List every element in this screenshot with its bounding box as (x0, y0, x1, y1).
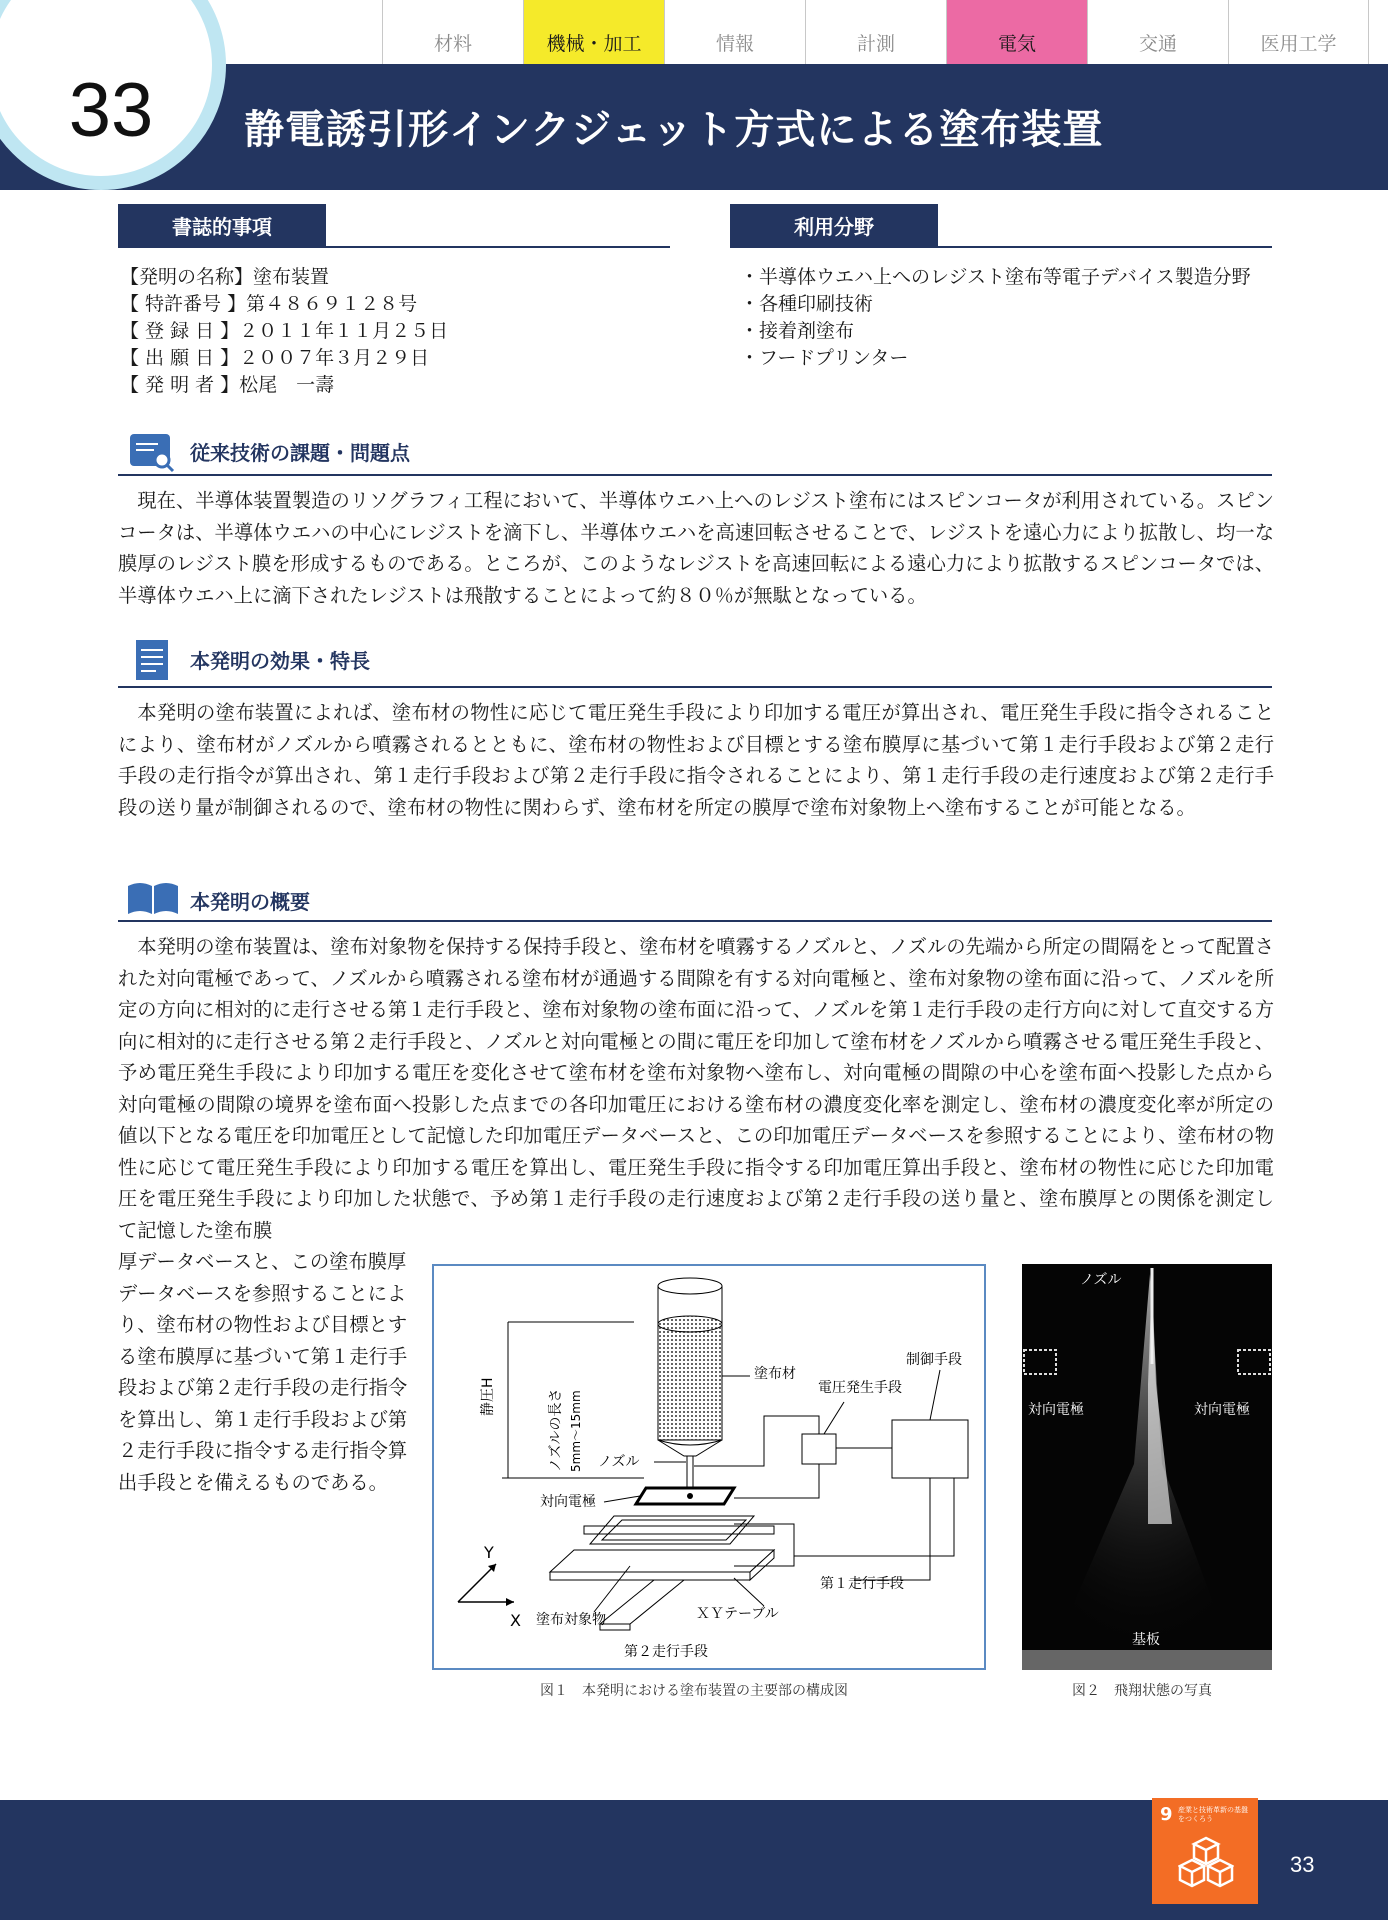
uses-item: ・各種印刷技術 (740, 293, 874, 315)
label-second-drive: 第２走行手段 (624, 1644, 708, 1660)
figure-1-caption: 図１ 本発明における塗布装置の主要部の構成図 (540, 1683, 848, 1699)
section-text-overview (118, 931, 1274, 1246)
uses-item: ・接着剤塗布 (740, 320, 855, 342)
paragraph: 本発明の塗布装置によれば、塗布材の物性に応じて電圧発生手段により印加する電圧が算出され、電圧発生手段に指令されることにより、塗布材がノズルから噴霧されるとともに、塗布材の物性および目標とする塗布膜厚に基づいて第１走行手段および第２走行手段の走行指令が算出され、第１走行手段および第２走行手段に指令されることにより、第１走行手段の走行速度および第２走行手段の送り量が制御されるので、塗布材の物性に関わらず、塗布材を所定の膜厚で塗布対象物上へ塗布することが可能となる。 (118, 701, 1274, 819)
cubes-icon (1178, 1834, 1234, 1890)
photo-label-substrate: 基板 (1132, 1632, 1160, 1648)
section-rule (118, 474, 1272, 476)
photo-label-right-electrode: 対向電極 (1194, 1402, 1250, 1418)
section-heading-overview: 本発明の概要 (190, 890, 310, 914)
page-number: 33 (1290, 1852, 1315, 1877)
sdg-number: 9 (1160, 1804, 1173, 1825)
section-heading-effects: 本発明の効果・特長 (190, 649, 370, 673)
page-title: 静電誘引形インクジェット方式による塗布装置 (244, 107, 1104, 153)
label-electrode: 対向電極 (540, 1494, 596, 1510)
section-heading-problem: 従来技術の課題・問題点 (190, 441, 410, 465)
biblio-line: 【発明の名称】塗布装置 (120, 266, 330, 288)
uses-item: ・半導体ウエハ上へのレジスト塗布等電子デバイス製造分野 (740, 266, 1251, 288)
sdg-badge (1152, 1798, 1258, 1904)
biblio-line: 【 特許番号 】第４８６９１２８号 (120, 293, 418, 315)
sdg-text: 産業と技術革新の基盤をつくろう (1178, 1806, 1248, 1823)
label-nozzle: ノズル (598, 1454, 640, 1470)
paragraph: 現在、半導体装置製造のリソグラフィ工程において、半導体ウエハ上へのレジスト塗布にはスピンコータが利用されている。スピンコータは、半導体ウエハの中心にレジストを滴下し、半導体ウエハを高速回転させることで、レジストを遠心力により拡散し、均一な膜厚のレジスト膜を形成するものである。ところが、このようなレジストを高速回転による遠心力により拡散するスピンコータでは、半導体ウエハ上に滴下されたレジストは飛散することによって約８０％が無駄となっている。 (118, 489, 1274, 607)
document-icon (134, 638, 170, 682)
tab-information: 情報 (664, 0, 805, 64)
section-text-problem (118, 485, 1274, 611)
figure-2-caption: 図２ 飛翔状態の写真 (1072, 1683, 1212, 1699)
entry-number: 33 (68, 67, 154, 153)
biblio-line: 【 発 明 者 】松尾 一壽 (120, 374, 335, 396)
tab-materials: 材料 (382, 0, 523, 64)
uses-rule (730, 246, 1272, 248)
label-control: 制御手段 (906, 1352, 962, 1368)
photo-label-nozzle: ノズル (1080, 1272, 1122, 1288)
section-rule (118, 686, 1272, 688)
label-coating: 塗布材 (754, 1366, 796, 1382)
overview-text-continued: 厚データベースと、この塗布膜厚データベースを参照することにより、塗布材の物性および目標とする塗布膜厚に基づいて第１走行手段および第２走行手段の走行指令を算出し、第１走行手段および第２走行手段に指令する走行指令算出手段とを備えるものである。 (118, 1250, 408, 1494)
uses-heading: 利用分野 (730, 204, 938, 246)
tab-electric: 電気 (946, 0, 1087, 64)
biblio-line: 【 出 願 日 】２００７年３月２９日 (120, 347, 430, 369)
figure-2-photo (1022, 1264, 1272, 1670)
category-tabs (382, 0, 1369, 64)
label-xy-table: ＸＹテーブル (696, 1606, 779, 1622)
uses-list (740, 264, 1270, 372)
biblio-list (120, 264, 448, 399)
paragraph: 本発明の塗布装置は、塗布対象物を保持する保持手段と、塗布材を噴霧するノズルと、ノズルの先端から所定の間隔をとって配置された対向電極であって、ノズルから噴霧される塗布材が通過する間隙を有する対向電極と、塗布対象物の塗布面に沿って、ノズルを所定の方向に相対的に走行させる第１走行手段と、塗布対象物の塗布面に沿って、ノズルを第１走行手段の走行方向に対して直交する方向に相対的に走行させる第２走行手段と、ノズルと対向電極との間に電圧を印加して塗布材をノズルから噴霧させる電圧発生手段と、予め電圧発生手段により印加する電圧を変化させて塗布材を塗布対象物へ塗布し、対向電極の間隙の中心を塗布面へ投影した点から対向電極の間隙の境界を塗布面へ投影した点までの各印加電圧における塗布材の濃度変化率を測定し、塗布材の濃度変化率が所定の値以下となる電圧を印加電圧として記憶した印加電圧データベースと、この印加電圧データベースを参照することにより、塗布材の物性に応じて電圧発生手段により印加する電圧を算出し、電圧発生手段に指令する印加電圧算出手段と、塗布材の物性に応じた印加電圧を電圧発生手段により印加した状態で、予め第１走行手段の走行速度および第２走行手段の送り量と、塗布膜厚との関係を測定して記憶した塗布膜 (118, 935, 1274, 1242)
magnifier-document-icon (128, 430, 176, 474)
biblio-line: 【 登 録 日 】２０１１年１１月２５日 (120, 320, 449, 342)
tab-mechanical: 機械・加工 (523, 0, 664, 64)
tab-medical: 医用工学 (1228, 0, 1369, 64)
label-height: 静圧H (480, 1377, 496, 1416)
section-rule (118, 920, 1272, 922)
photo-label-left-electrode: 対向電極 (1028, 1402, 1084, 1418)
section-text-effects (118, 697, 1274, 823)
label-target: 塗布対象物 (536, 1612, 606, 1628)
open-book-icon (126, 880, 180, 916)
label-first-drive: 第１走行手段 (820, 1576, 904, 1592)
figure-1-diagram (432, 1264, 986, 1670)
label-nozzle-range: 5mm～15mm (569, 1390, 583, 1472)
uses-item: ・フードプリンター (740, 347, 909, 369)
biblio-heading: 書誌的事項 (118, 204, 326, 246)
biblio-rule (118, 246, 670, 248)
label-voltage: 電圧発生手段 (818, 1380, 902, 1396)
tab-measurement: 計測 (805, 0, 946, 64)
label-nozzle-length: ノズルの長さ (548, 1388, 564, 1472)
tab-transport: 交通 (1087, 0, 1228, 64)
axis-x-label: X (510, 1611, 521, 1630)
axis-y-label: Y (484, 1543, 494, 1562)
